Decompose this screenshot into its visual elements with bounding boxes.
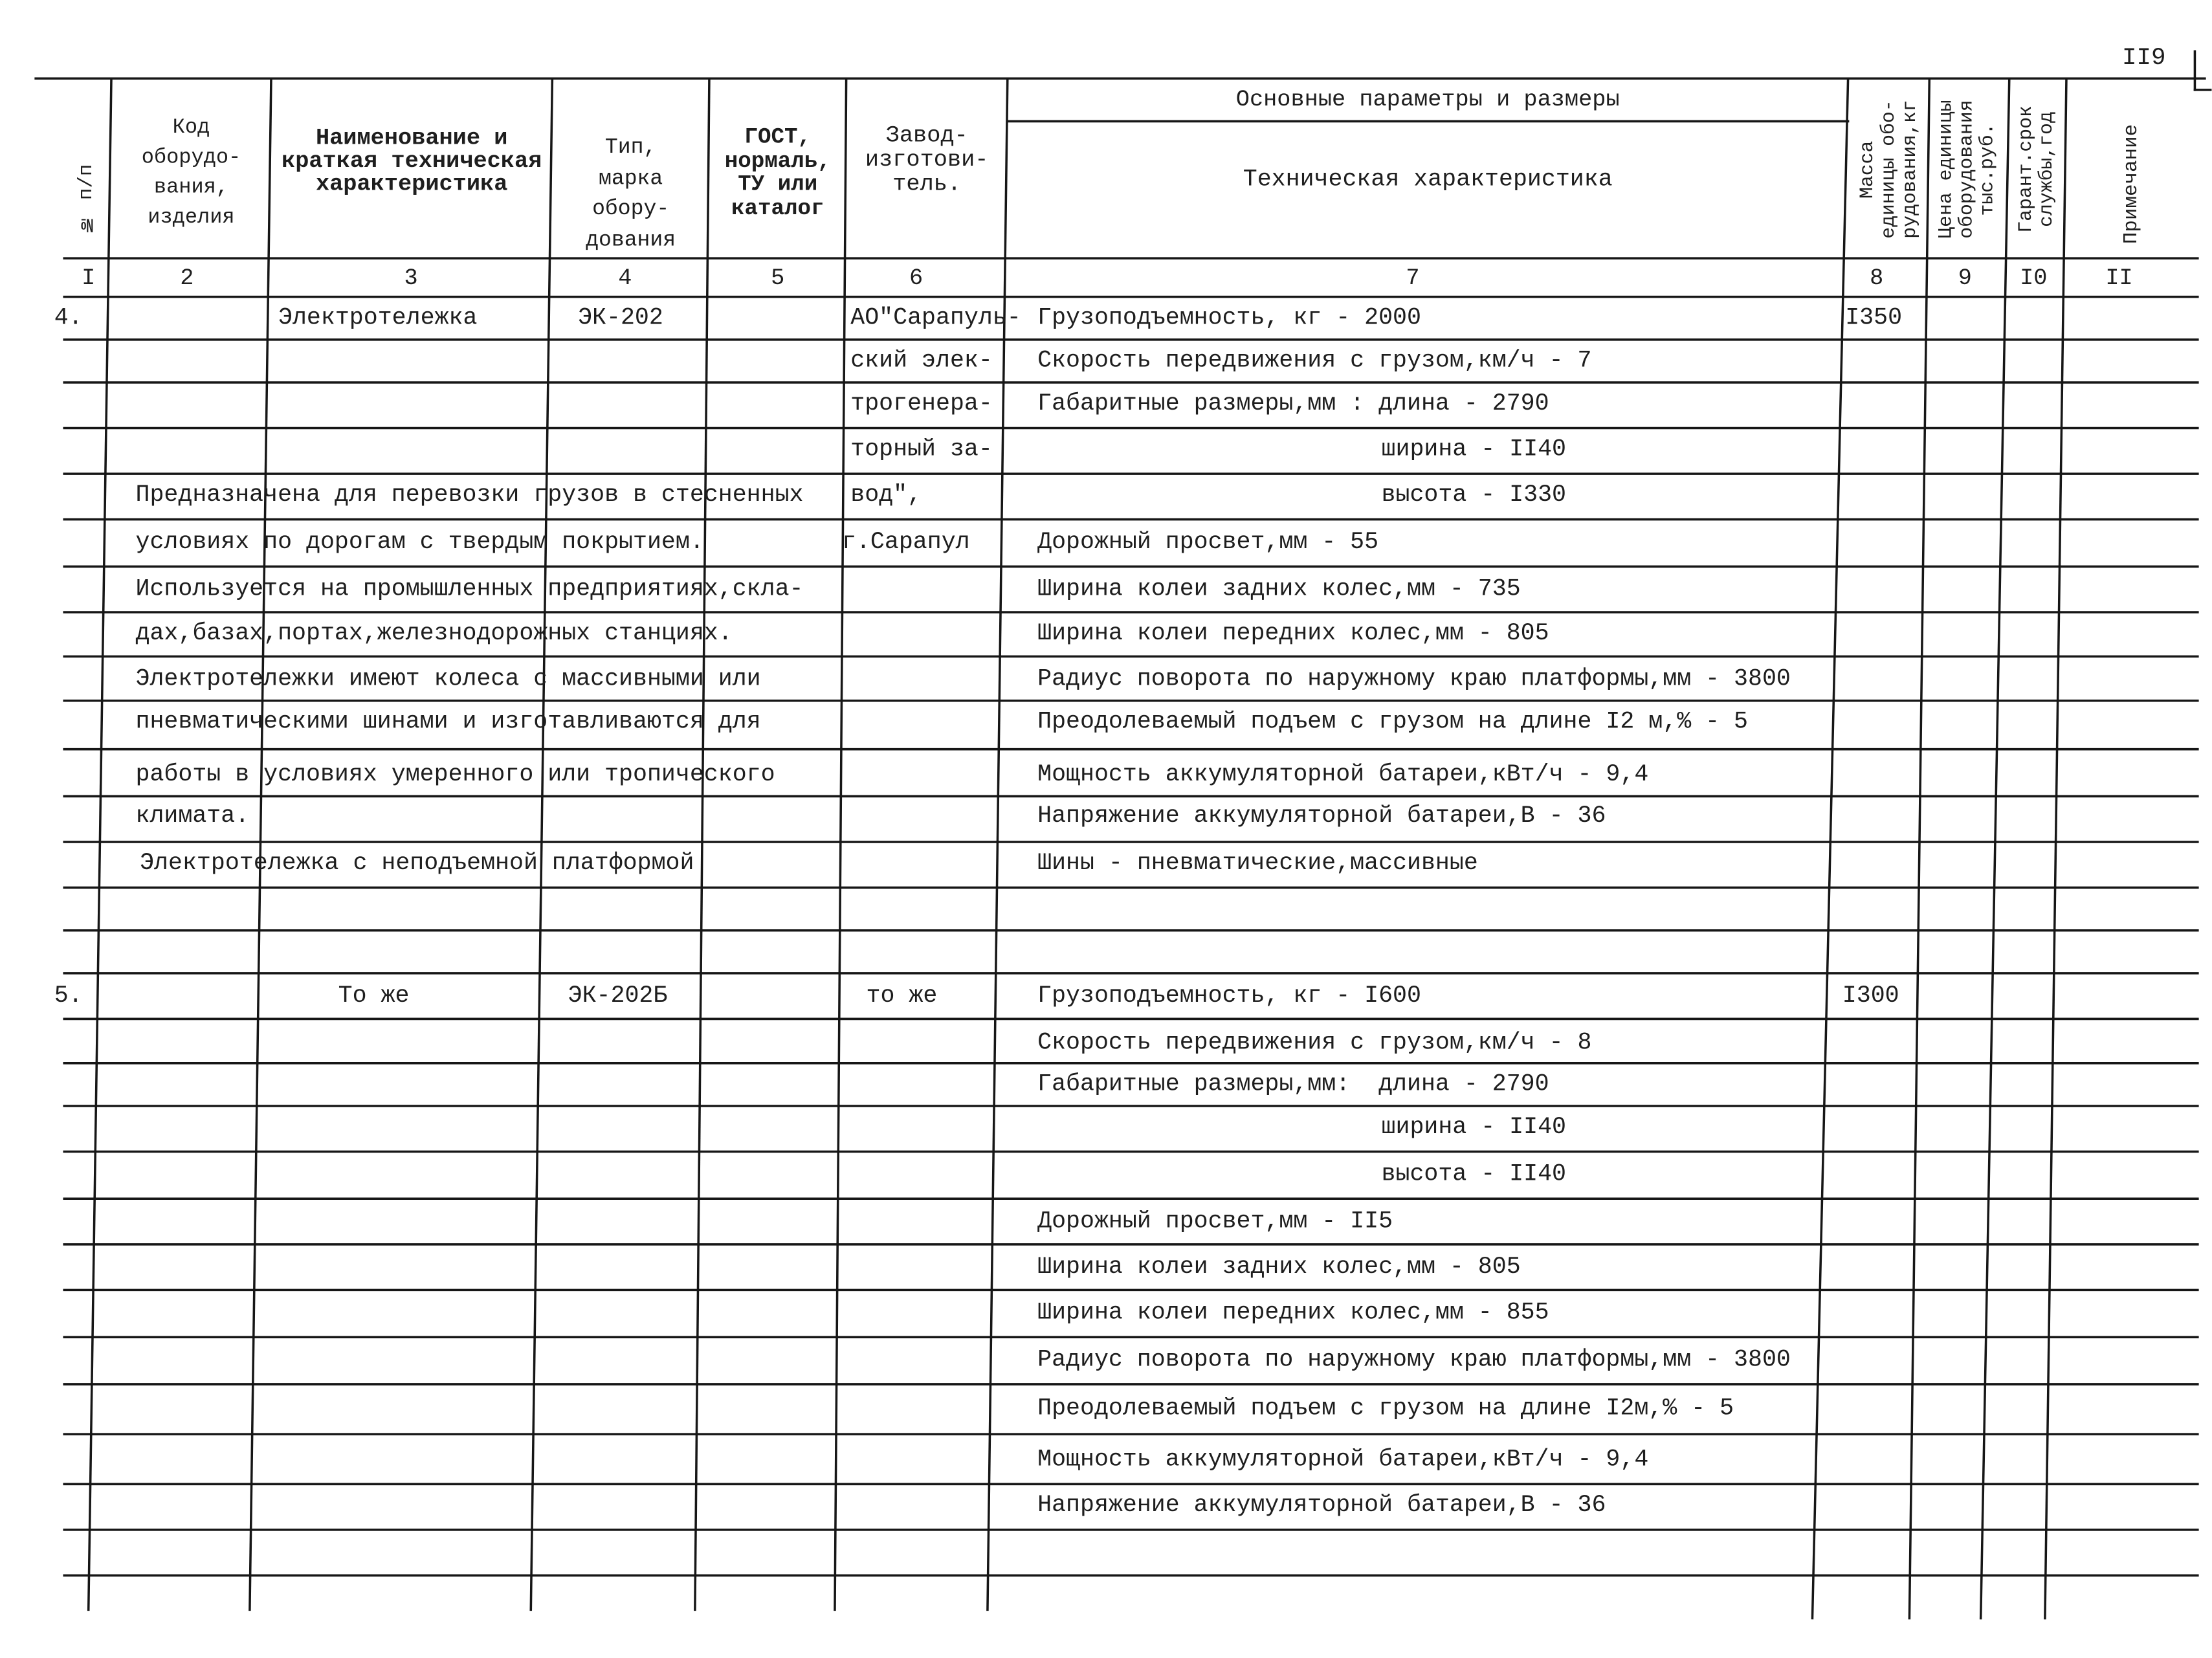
column-number: 6: [909, 265, 924, 291]
column-rule: [250, 78, 271, 1609]
spec-line: Ширина колеи передних колес,мм - 805: [1037, 619, 1549, 647]
item-maker-line: то же: [866, 982, 938, 1010]
column-number: I: [82, 265, 96, 291]
header-warranty-cell: [2009, 82, 2066, 258]
header-num-cell: [64, 143, 111, 257]
spec-line: Габаритные размеры,мм: длина - 2790: [1037, 1070, 1549, 1098]
item-maker-line: АО"Сарапуль-: [850, 304, 1021, 331]
column-rule: [835, 78, 846, 1609]
spec-line: высота - I330: [1381, 481, 1566, 509]
column-rule: [531, 78, 552, 1609]
item-description-line: дах,базах,портах,железнодорожных станциях.: [135, 619, 733, 647]
item-number: 5.: [54, 982, 83, 1010]
item-number: 4.: [54, 304, 83, 331]
column-rule: [1812, 78, 1848, 1618]
item-description-line: работы в условиях умеренного или тропического: [135, 760, 775, 788]
item-maker-line: г.Сарапул: [842, 527, 970, 555]
spec-line: ширина - II40: [1381, 1112, 1566, 1140]
spec-line: Мощность аккумуляторной батареи,кВт/ч - 9,4: [1037, 760, 1649, 788]
item-maker-line: ский элек-: [850, 346, 993, 374]
column-rule: [1909, 78, 1929, 1618]
column-rule: [89, 78, 111, 1609]
spec-line: Габаритные размеры,мм : длина - 2790: [1037, 389, 1549, 417]
spec-line: Грузоподъемность, кг - 2000: [1037, 304, 1422, 331]
item-description-line: пневматическими шинами и изготавливаются для: [135, 707, 761, 735]
spec-line: высота - II40: [1381, 1160, 1566, 1188]
header-mass-cell: [1850, 82, 1929, 258]
column-rule: [1981, 78, 2009, 1618]
column-number: 8: [1870, 265, 1884, 291]
spec-line: Дорожный просвет,мм - II5: [1037, 1207, 1393, 1235]
header-mass: Масса единицы обо- рудования,кг: [1857, 100, 1922, 239]
spec-line: Радиус поворота по наружному краю платформы,мм - 3800: [1037, 1345, 1791, 1373]
item-maker-line: вод",: [850, 481, 922, 509]
header-type: Тип, марка обору- дования: [586, 135, 676, 252]
spec-line: Напряжение аккумуляторной батареи,В - 36: [1037, 1491, 1606, 1519]
column-number: 2: [180, 265, 194, 291]
header-name: Наименование и краткая техническая характеристика: [282, 126, 542, 197]
header-maker: Завод- изготови- тель.: [865, 122, 989, 197]
header-params-group: Основные параметры и размеры: [1235, 87, 1620, 113]
spec-line: Скорость передвижения с грузом,км/ч - 7: [1037, 346, 1592, 374]
column-rule: [2045, 78, 2066, 1618]
header-price-cell: [1929, 82, 2009, 258]
spec-line: Дорожный просвет,мм - 55: [1037, 527, 1379, 555]
header-price: Цена единицы оборудования тыс.руб.: [1936, 100, 2000, 239]
page-number: II9: [2121, 45, 2166, 73]
item-mass: I300: [1842, 982, 1899, 1010]
header-note: Примечание: [2120, 124, 2143, 245]
item-description-line: Электротележка с неподъемной платформой: [140, 849, 694, 876]
spec-line: Ширина колеи задних колес,мм - 735: [1037, 575, 1521, 602]
item-description-line: климата.: [135, 802, 250, 830]
item-mass: I350: [1845, 304, 1903, 331]
column-number: II: [2105, 265, 2133, 291]
item-type: ЭК-202Б: [568, 982, 668, 1010]
item-type: ЭК-202: [578, 304, 663, 331]
item-maker-line: трогенера-: [850, 389, 993, 417]
column-number: 9: [1958, 265, 1973, 291]
column-rule: [695, 78, 709, 1609]
item-name: Электротележка: [278, 304, 478, 331]
column-number: I0: [2020, 265, 2048, 291]
spec-line: Ширина колеи задних колес,мм - 805: [1037, 1253, 1521, 1280]
item-description-line: Используется на промышленных предприятиях,скла-: [135, 575, 804, 602]
spec-line: Ширина колеи передних колес,мм - 855: [1037, 1298, 1549, 1326]
item-name: То же: [338, 982, 410, 1010]
spec-line: Грузоподъемность, кг - I600: [1037, 982, 1422, 1010]
spec-line: Радиус поворота по наружному краю платформы,мм - 3800: [1037, 665, 1791, 692]
item-maker-line: торный за-: [850, 435, 993, 463]
item-description-line: Электротележки имеют колеса с массивными или: [135, 665, 761, 692]
spec-line: Преодолеваемый подъем с грузом на длине I2 м,% - 5: [1037, 707, 1749, 735]
header-num: № п/п: [76, 164, 99, 236]
column-number: 7: [1406, 265, 1420, 291]
spec-line: Мощность аккумуляторной батареи,кВт/ч - 9,4: [1037, 1445, 1649, 1473]
column-number: 4: [618, 265, 632, 291]
header-note-cell: [2066, 100, 2198, 268]
column-number: 5: [771, 265, 785, 291]
column-number: 3: [404, 265, 418, 291]
spec-line: Скорость передвижения с грузом,км/ч - 8: [1037, 1028, 1592, 1056]
header-warranty: Гарант.срок службы,год: [2015, 106, 2058, 234]
spec-line: Шины - пневматические,массивные: [1037, 849, 1478, 876]
header-code: Код оборудо- вания, изделия: [141, 116, 241, 230]
item-description-line: условиях по дорогам с твердым покрытием.: [135, 527, 704, 555]
header-tech: Техническая характеристика: [1243, 165, 1613, 193]
item-description-line: Предназначена для перевозки грузов в стесненных: [135, 481, 804, 509]
spec-line: Преодолеваемый подъем с грузом на длине I2м,% - 5: [1037, 1394, 1734, 1422]
spec-line: Напряжение аккумуляторной батареи,В - 36: [1037, 802, 1606, 830]
spec-line: ширина - II40: [1381, 435, 1566, 463]
header-gost: ГОСТ, нормаль, ТУ или каталог: [724, 124, 831, 221]
